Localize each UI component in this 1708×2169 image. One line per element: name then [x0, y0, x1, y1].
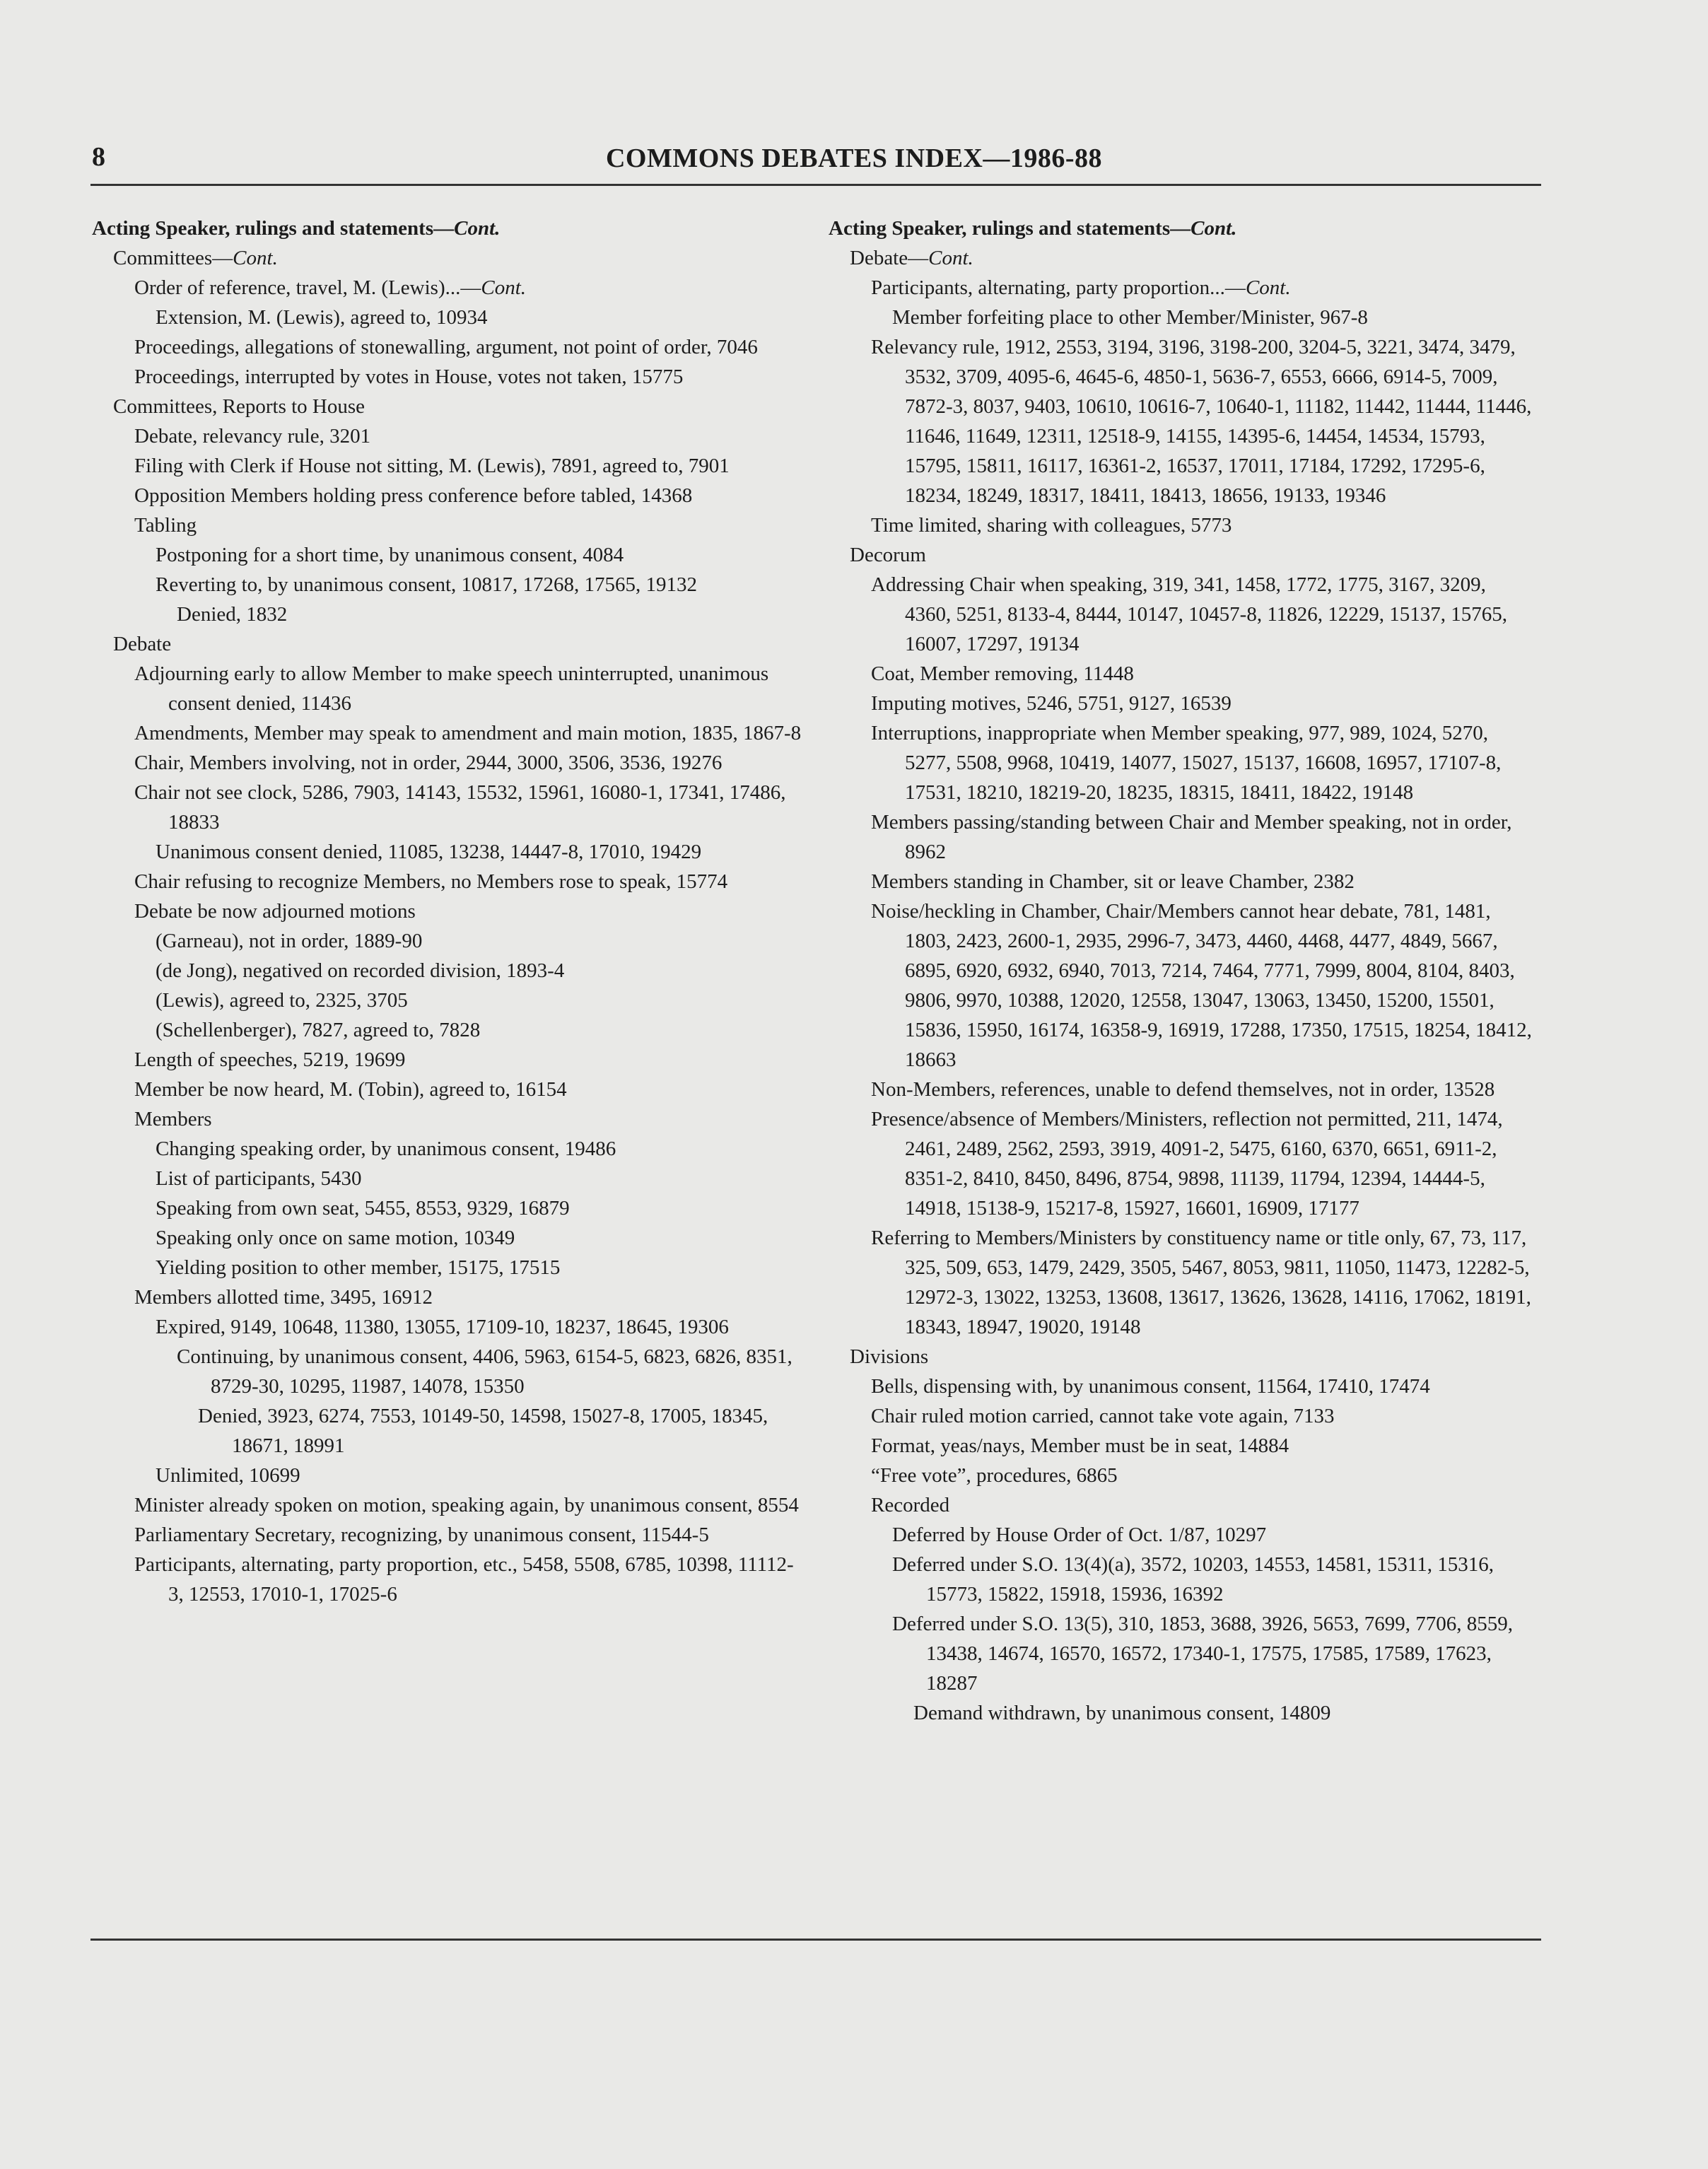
index-entry [92, 214, 806, 243]
index-entry [92, 1223, 806, 1253]
index-entry [829, 1490, 1536, 1520]
index-entry [92, 986, 806, 1015]
index-entry [829, 807, 1536, 867]
index-entry [92, 1045, 806, 1075]
index-entry [92, 1015, 806, 1045]
index-entry [829, 214, 1536, 243]
index-entry [92, 1401, 806, 1461]
index-entry-text: Decorum [850, 544, 926, 566]
index-entry-text: Divisions [850, 1345, 929, 1368]
index-entry-text: Committees— [113, 247, 233, 269]
index-entry-text: (de Jong), negatived on recorded division, 1893-4 [156, 959, 565, 982]
index-entry-text: Denied, 1832 [177, 603, 288, 626]
index-entry [92, 481, 806, 510]
index-entry [92, 956, 806, 986]
index-entry [92, 1520, 806, 1550]
left-column [92, 214, 806, 1609]
index-entry [92, 600, 806, 629]
index-entry [92, 1312, 806, 1342]
index-entry-text: Participants, alternating, party proportion...— [871, 276, 1246, 299]
index-entry [92, 718, 806, 748]
index-entry [829, 867, 1536, 896]
index-entry [829, 896, 1536, 1075]
index-entry [92, 837, 806, 867]
index-entry-text: Acting Speaker, rulings and statements— [92, 217, 455, 240]
index-entry-text: Coat, Member removing, 11448 [871, 662, 1134, 685]
index-entry-text: Non-Members, references, unable to defend themselves, not in order, 13528 [871, 1078, 1495, 1101]
index-entry-text: Continuing, by unanimous consent, 4406, 5963, 6154-5, 6823, 6826, 8351, 8729-30, 10295, 11987, 14078, 15350 [177, 1345, 792, 1398]
index-entry [92, 303, 806, 332]
index-entry [92, 748, 806, 778]
index-entry [829, 1104, 1536, 1223]
index-entry-text: Reverting to, by unanimous consent, 10817, 17268, 17565, 19132 [156, 573, 698, 596]
index-entry [829, 689, 1536, 718]
continued-marker: Cont. [481, 276, 527, 299]
index-entry [92, 243, 806, 273]
index-entry-text: Acting Speaker, rulings and statements— [829, 217, 1191, 240]
index-entry [829, 540, 1536, 570]
index-entry [92, 332, 806, 362]
index-entry-text: Format, yeas/nays, Member must be in seat, 14884 [871, 1434, 1289, 1457]
index-entry [92, 1282, 806, 1312]
index-entry-text: Parliamentary Secretary, recognizing, by unanimous consent, 11544-5 [134, 1524, 709, 1546]
index-entry-text: Member forfeiting place to other Member/Minister, 967-8 [892, 306, 1368, 329]
index-entry [92, 392, 806, 421]
index-entry-text: Demand withdrawn, by unanimous consent, 14809 [913, 1702, 1331, 1724]
index-entry [92, 1104, 806, 1134]
index-entry-text: Expired, 9149, 10648, 11380, 13055, 17109-10, 18237, 18645, 19306 [156, 1316, 729, 1338]
index-entry [92, 629, 806, 659]
index-entry-text: Unanimous consent denied, 11085, 13238, 14447-8, 17010, 19429 [156, 841, 702, 863]
continued-marker: Cont. [1245, 276, 1291, 299]
index-entry-text: Interruptions, inappropriate when Member speaking, 977, 989, 1024, 5270, 5277, 5508, 9968, 10419, 14077, 15027, 15137, 16608, 16957, 17107-8, 17531, 18210, 18219-20, 18235, 18315, 18411, 18422, 19148 [871, 722, 1502, 804]
index-entry [92, 926, 806, 956]
index-entry [92, 1164, 806, 1193]
index-entry [92, 896, 806, 926]
continued-marker: Cont. [928, 247, 973, 269]
index-entry-text: Presence/absence of Members/Ministers, reflection not permitted, 211, 1474, 2461, 2489, 2562, 2593, 3919, 4091-2, 5475, 6160, 6370, 6651, 6911-2, 8351-2, 8410, 8450, 8496, 8754, 9898, 11139, 11794, 12394, 14444-5, 14918, 15138-9, 15217-8, 15927, 16601, 16909, 17177 [871, 1108, 1503, 1220]
index-entry-text: Opposition Members holding press conference before tabled, 14368 [134, 484, 693, 507]
index-entry-text: Filing with Clerk if House not sitting, M. (Lewis), 7891, agreed to, 7901 [134, 455, 730, 477]
index-entry [829, 1461, 1536, 1490]
index-entry-text: Deferred under S.O. 13(5), 310, 1853, 3688, 3926, 5653, 7699, 7706, 8559, 13438, 14674, 16570, 16572, 17340-1, 17575, 17585, 17589, 17623, 18287 [892, 1613, 1513, 1695]
index-entry [92, 1134, 806, 1164]
index-entry [92, 1461, 806, 1490]
index-entry-text: Debate, relevancy rule, 3201 [134, 425, 371, 448]
index-entry [829, 570, 1536, 659]
index-entry [92, 1075, 806, 1104]
index-entry-text: Postponing for a short time, by unanimous consent, 4084 [156, 544, 624, 566]
index-entry [829, 273, 1536, 303]
index-entry [92, 570, 806, 600]
index-entry-text: Changing speaking order, by unanimous consent, 19486 [156, 1138, 616, 1160]
index-entry-text: Amendments, Member may speak to amendment and main motion, 1835, 1867-8 [134, 722, 802, 744]
index-entry [829, 332, 1536, 510]
index-entry-text: Order of reference, travel, M. (Lewis)...— [134, 276, 481, 299]
index-entry [829, 1431, 1536, 1461]
index-entry-text: (Lewis), agreed to, 2325, 3705 [156, 989, 408, 1012]
index-entry [829, 1372, 1536, 1401]
index-entry [92, 867, 806, 896]
index-entry [829, 1401, 1536, 1431]
index-entry [92, 1253, 806, 1282]
page-title: COMMONS DEBATES INDEX—1986-88 [605, 144, 1103, 173]
index-entry [829, 243, 1536, 273]
index-entry-text: Chair refusing to recognize Members, no Members rose to speak, 15774 [134, 870, 728, 893]
index-entry-text: Members passing/standing between Chair and Member speaking, not in order, 8962 [871, 811, 1512, 863]
index-entry-text: Time limited, sharing with colleagues, 5773 [871, 514, 1232, 537]
index-entry-text: Deferred under S.O. 13(4)(a), 3572, 10203, 14553, 14581, 15311, 15316, 15773, 15822, 15918, 15936, 16392 [892, 1553, 1494, 1606]
index-entry-text: Bells, dispensing with, by unanimous consent, 11564, 17410, 17474 [871, 1375, 1430, 1398]
index-entry-text: “Free vote”, procedures, 6865 [871, 1464, 1118, 1487]
index-entry-text: (Garneau), not in order, 1889-90 [156, 930, 423, 952]
continued-marker: Cont. [233, 247, 278, 269]
index-entry-text: Chair not see clock, 5286, 7903, 14143, 15532, 15961, 16080-1, 17341, 17486, 18833 [134, 781, 786, 834]
index-entry-text: Chair ruled motion carried, cannot take vote again, 7133 [871, 1405, 1335, 1427]
index-entry-text: Member be now heard, M. (Tobin), agreed to, 16154 [134, 1078, 567, 1101]
index-entry-text: Members [134, 1108, 212, 1130]
index-entry-text: Addressing Chair when speaking, 319, 341, 1458, 1772, 1775, 3167, 3209, 4360, 5251, 8133-4, 8444, 10147, 10457-8, 11826, 12229, 15137, 15765, 16007, 17297, 19134 [871, 573, 1507, 655]
index-entry [92, 1550, 806, 1609]
index-entry-text: Minister already spoken on motion, speaking again, by unanimous consent, 8554 [134, 1494, 799, 1516]
index-entry [92, 510, 806, 540]
index-entry-text: Speaking only once on same motion, 10349 [156, 1227, 515, 1249]
index-entry [829, 718, 1536, 807]
index-entry-text: Members standing in Chamber, sit or leave Chamber, 2382 [871, 870, 1355, 893]
index-entry-text: Debate— [850, 247, 929, 269]
index-entry [92, 659, 806, 718]
index-entry-text: Participants, alternating, party proportion, etc., 5458, 5508, 6785, 10398, 11112-3, 12553, 17010-1, 17025-6 [134, 1553, 794, 1606]
index-entry-text: Deferred by House Order of Oct. 1/87, 10297 [892, 1524, 1267, 1546]
index-entry [92, 540, 806, 570]
index-entry-text: Yielding position to other member, 15175, 17515 [156, 1256, 561, 1279]
index-entry [829, 1609, 1536, 1698]
index-entry [92, 421, 806, 451]
index-entry-text: Relevancy rule, 1912, 2553, 3194, 3196, 3198-200, 3204-5, 3221, 3474, 3479, 3532, 3709, 4095-6, 4645-6, 4850-1, 5636-7, 6553, 6666, 6914-5, 7009, 7872-3, 8037, 9403, 10610, 10616-7, 10640-1, 11182, 11442, 11444, 11446, 11646, 11649, 12311, 12518-9, 14155, 14395-6, 14454, 14534, 15793, 15795, 15811, 16117, 16361-2, 16537, 17011, 17184, 17292, 17295-6, 18234, 18249, 18317, 18411, 18413, 18656, 19133, 19346 [871, 336, 1532, 507]
index-entry [92, 451, 806, 481]
index-entry [92, 1193, 806, 1223]
index-entry-text: Extension, M. (Lewis), agreed to, 10934 [156, 306, 488, 329]
index-entry-text: Committees, Reports to House [113, 395, 365, 418]
index-entry-text: Length of speeches, 5219, 19699 [134, 1048, 406, 1071]
index-entry [829, 659, 1536, 689]
index-entry [829, 1223, 1536, 1342]
index-entry-text: Imputing motives, 5246, 5751, 9127, 16539 [871, 692, 1232, 715]
continued-marker: Cont. [454, 217, 501, 240]
index-entry [829, 1342, 1536, 1372]
index-entry-text: Denied, 3923, 6274, 7553, 10149-50, 14598, 15027-8, 17005, 18345, 18671, 18991 [198, 1405, 768, 1457]
index-entry-text: Chair, Members involving, not in order, 2944, 3000, 3506, 3536, 19276 [134, 752, 723, 774]
index-entry-text: Members allotted time, 3495, 16912 [134, 1286, 433, 1309]
index-entry [829, 1075, 1536, 1104]
continued-marker: Cont. [1191, 217, 1237, 240]
index-entry-text: Proceedings, allegations of stonewalling, argument, not point of order, 7046 [134, 336, 758, 358]
index-entry [92, 273, 806, 303]
index-entry-text: Adjourning early to allow Member to make speech uninterrupted, unanimous consent denied, 11436 [134, 662, 769, 715]
index-entry [829, 1698, 1536, 1728]
index-entry-text: List of participants, 5430 [156, 1167, 362, 1190]
index-entry [829, 1550, 1536, 1609]
footer-rule [90, 1939, 1541, 1941]
right-column [829, 214, 1536, 1728]
index-entry [829, 1520, 1536, 1550]
index-entry [92, 1490, 806, 1520]
index-entry-text: Noise/heckling in Chamber, Chair/Members cannot hear debate, 781, 1481, 1803, 2423, 2600-1, 2935, 2996-7, 3473, 4460, 4468, 4477, 4849, 5667, 6895, 6920, 6932, 6940, 7013, 7214, 7464, 7771, 7999, 8004, 8104, 8403, 9806, 9970, 10388, 12020, 12558, 13047, 13063, 13450, 15200, 15501, 15836, 15950, 16174, 16358-9, 16919, 17288, 17350, 17515, 18254, 18412, 18663 [871, 900, 1532, 1071]
index-entry-text: Proceedings, interrupted by votes in House, votes not taken, 15775 [134, 366, 684, 388]
index-entry-text: Tabling [134, 514, 197, 537]
index-entry-text: Recorded [871, 1494, 950, 1516]
index-entry-text: Speaking from own seat, 5455, 8553, 9329, 16879 [156, 1197, 570, 1220]
index-entry [92, 778, 806, 837]
index-entry [829, 303, 1536, 332]
index-entry [829, 510, 1536, 540]
index-entry-text: Debate be now adjourned motions [134, 900, 416, 923]
header-rule [90, 184, 1541, 186]
page-number: 8 [92, 142, 105, 172]
index-entry-text: (Schellenberger), 7827, agreed to, 7828 [156, 1019, 481, 1041]
index-entry [92, 1342, 806, 1401]
index-entry-text: Referring to Members/Ministers by constituency name or title only, 67, 73, 117, 325, 509, 653, 1479, 2429, 3505, 5467, 8053, 9811, 11050, 11473, 12282-5, 12972-3, 13022, 13253, 13608, 13617, 13626, 13628, 14116, 17062, 18191, 18343, 18947, 19020, 19148 [871, 1227, 1531, 1338]
index-entry-text: Debate [113, 633, 172, 655]
index-entry-text: Unlimited, 10699 [156, 1464, 300, 1487]
index-entry [92, 362, 806, 392]
